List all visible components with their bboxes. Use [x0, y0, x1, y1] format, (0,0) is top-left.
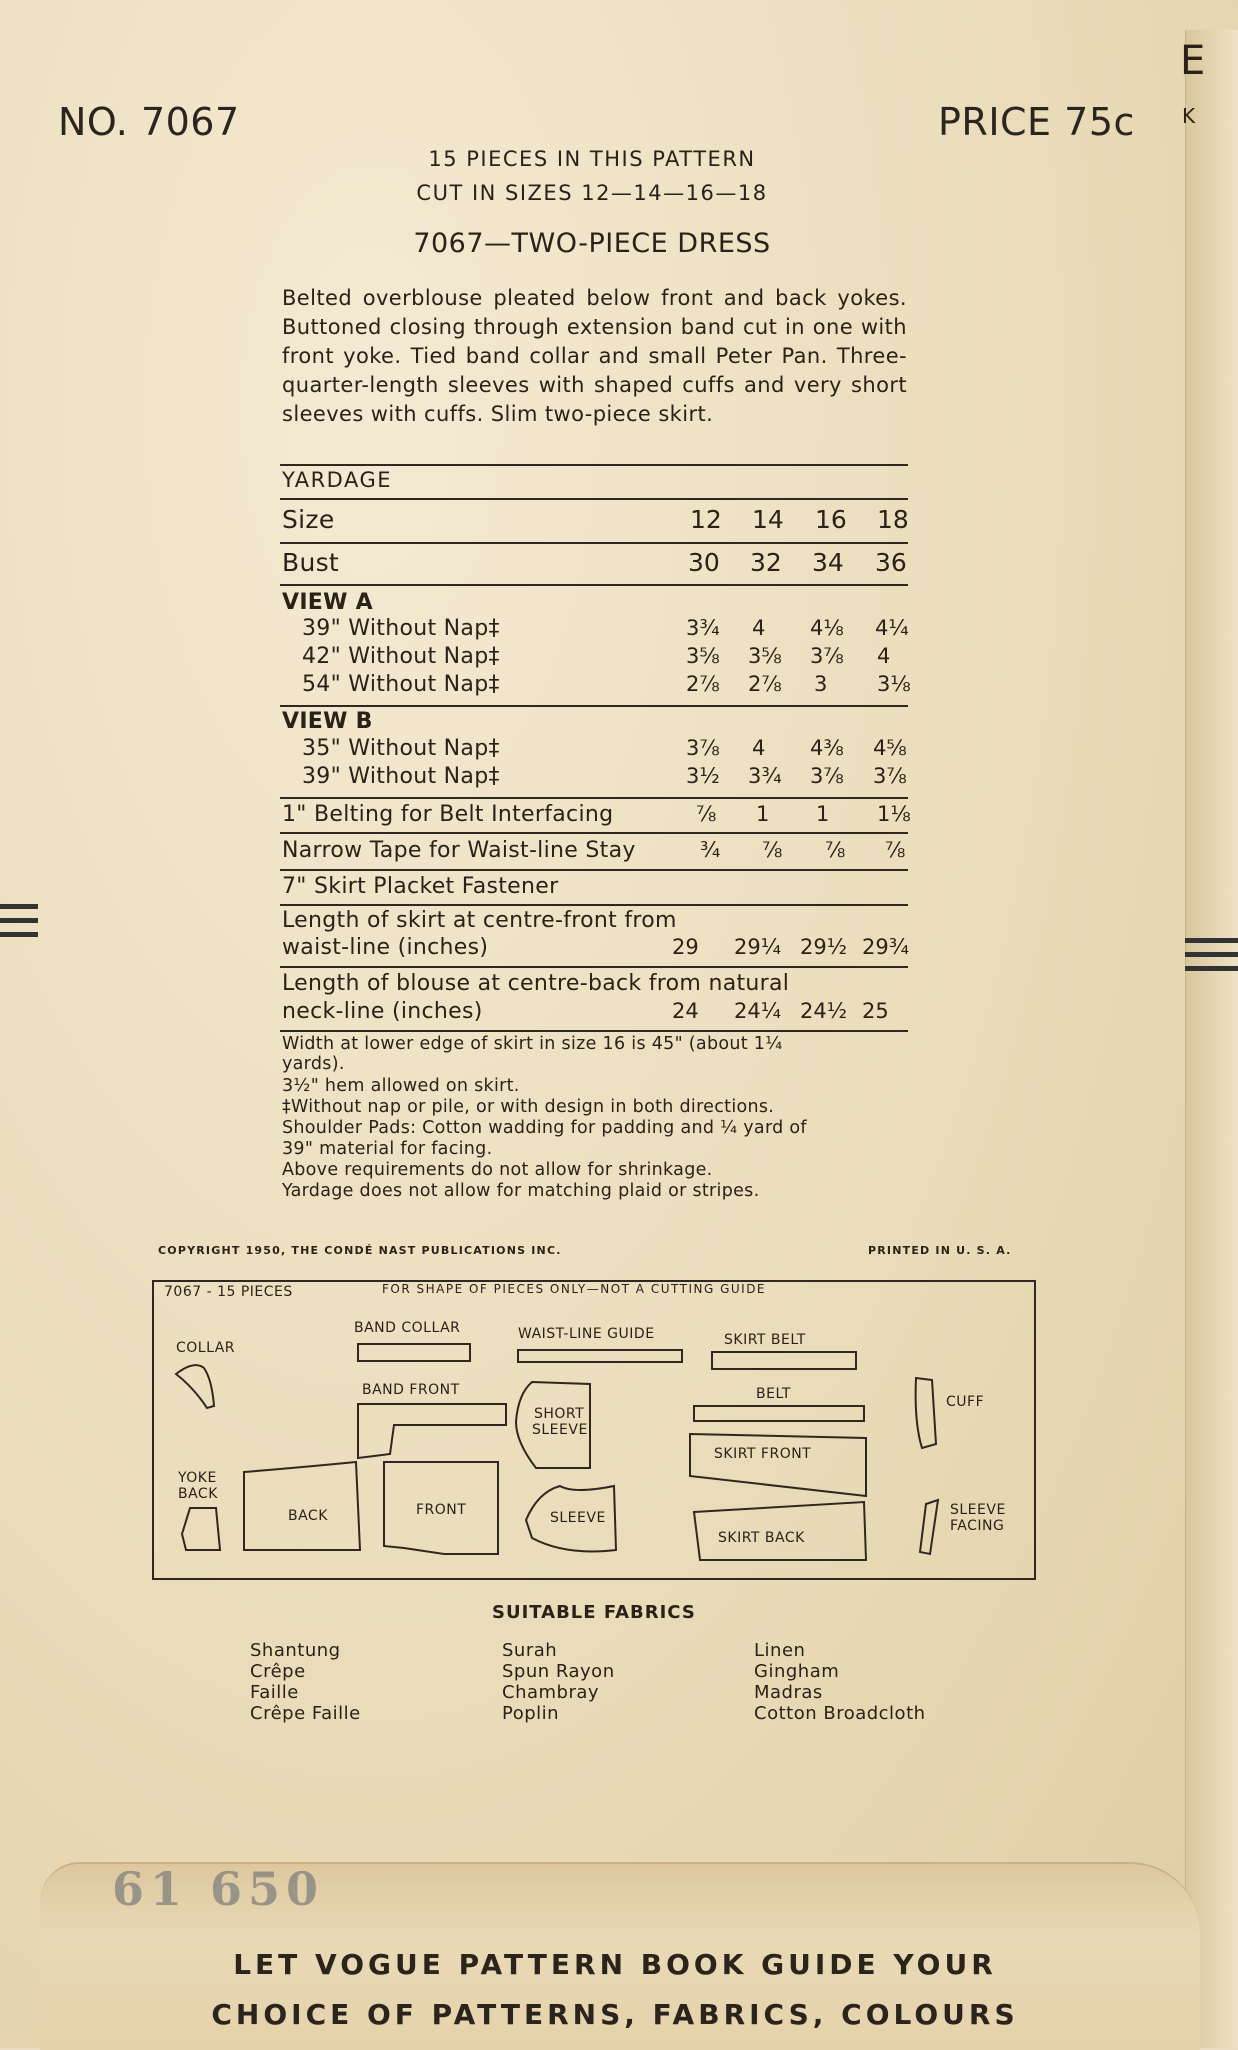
edge-letter-e: E: [1180, 38, 1206, 84]
blouse-length-line2: neck-line (inches): [282, 999, 483, 1024]
label-belt: BELT: [756, 1386, 791, 1402]
edge-letter-k: K: [1182, 104, 1196, 128]
yardage-value: 1: [756, 802, 770, 826]
label-sleeve-facing-2: FACING: [950, 1518, 1005, 1534]
copyright-line: COPYRIGHT 1950, THE CONDÉ NAST PUBLICATIONS INC.: [158, 1244, 562, 1257]
yardage-value: 3⅞: [810, 764, 844, 788]
pattern-number: NO. 7067: [58, 100, 240, 144]
fabric-item: Linen: [754, 1640, 806, 1661]
yardage-value: ⅞: [825, 838, 846, 862]
label-skirt-back: SKIRT BACK: [718, 1530, 805, 1546]
note-line: Shoulder Pads: Cotton wadding for padding and ¼ yard of: [282, 1118, 807, 1138]
rule: [280, 797, 908, 799]
band-collar-shape: [358, 1344, 470, 1361]
yardage-row-label: 54" Without Nap‡: [302, 672, 500, 697]
sleeve-facing-shape: [920, 1500, 938, 1554]
printed-in: PRINTED IN U. S. A.: [868, 1244, 1012, 1257]
yardage-value: 25: [862, 999, 889, 1023]
bust-32: 32: [750, 548, 782, 577]
tape-label: Narrow Tape for Waist-line Stay: [282, 838, 636, 863]
yardage-value: 3¾: [748, 764, 782, 788]
fabric-item: Cotton Broadcloth: [754, 1703, 926, 1724]
label-short-sleeve: SHORT: [534, 1406, 585, 1422]
pattern-title: 7067—TWO-PIECE DRESS: [413, 228, 771, 259]
rule: [280, 584, 908, 586]
rule: [280, 542, 908, 544]
label-yoke-back: BACK: [178, 1486, 218, 1502]
yardage-row-label: 39" Without Nap‡: [302, 764, 500, 789]
label-band-front: BAND FRONT: [362, 1382, 460, 1398]
fabric-item: Shantung: [250, 1640, 341, 1661]
fabric-item: Poplin: [502, 1703, 560, 1724]
yardage-value: 3⅞: [686, 736, 720, 760]
size-16: 16: [815, 505, 847, 534]
fabric-item: Surah: [502, 1640, 558, 1661]
yardage-value: 3¾: [686, 616, 720, 640]
pieces-count: 15 PIECES IN THIS PATTERN: [428, 147, 756, 171]
fold-marks-right: [1185, 938, 1238, 980]
band-front-shape: [358, 1404, 506, 1458]
note-line: 39" material for facing.: [282, 1139, 493, 1159]
collar-shape: [176, 1365, 214, 1408]
label-cuff: CUFF: [946, 1394, 985, 1410]
yardage-value: 29½: [800, 935, 848, 959]
yardage-row-label: 39" Without Nap‡: [302, 616, 500, 641]
yardage-value: 3⅛: [877, 672, 911, 696]
fabric-item: Gingham: [754, 1661, 840, 1682]
yardage-value: 2⅞: [748, 672, 782, 696]
skirt-front-shape: [690, 1434, 866, 1496]
cut-sizes: CUT IN SIZES 12—14—16—18: [416, 181, 768, 205]
guide-caption: FOR SHAPE OF PIECES ONLY—NOT A CUTTING GUIDE: [382, 1282, 767, 1296]
size-14: 14: [752, 505, 784, 534]
yardage-value: 29¾: [862, 935, 910, 959]
yardage-value: ⅞: [762, 838, 783, 862]
yardage-value: 24½: [800, 999, 848, 1023]
yardage-value: 4: [752, 736, 766, 760]
pattern-piece-guide: [152, 1280, 1036, 1580]
yardage-value: ⅞: [696, 802, 717, 826]
yardage-value: 24¼: [734, 999, 782, 1023]
fabrics-column-2: [502, 1640, 615, 1724]
bust-36: 36: [875, 548, 907, 577]
note-line: Yardage does not allow for matching plaid or stripes.: [282, 1181, 760, 1201]
view-a-label: VIEW A: [282, 590, 373, 615]
label-back: BACK: [288, 1508, 328, 1524]
size-label: Size: [282, 505, 335, 534]
label-skirt-belt: SKIRT BELT: [724, 1332, 806, 1348]
fabric-item: Faille: [250, 1682, 299, 1703]
yardage-value: 3⅝: [686, 644, 720, 668]
pattern-price: PRICE 75c: [938, 100, 1135, 144]
fabrics-column-1: [250, 1640, 361, 1724]
skirt-length-line2: waist-line (inches): [282, 935, 489, 960]
skirt-belt-shape: [712, 1352, 856, 1369]
fabrics-heading: SUITABLE FABRICS: [492, 1602, 696, 1623]
label-yoke: YOKE: [178, 1470, 217, 1486]
guide-pieces-count: 7067 - 15 PIECES: [164, 1284, 293, 1300]
yardage-value: 4⅝: [873, 736, 907, 760]
yardage-row-label: 35" Without Nap‡: [302, 736, 500, 761]
envelope-side-fold: [1185, 30, 1238, 2048]
yardage-value: 2⅞: [686, 672, 720, 696]
cuff-shape: [916, 1378, 936, 1448]
inventory-stamp: 61 650: [112, 1862, 325, 1916]
yardage-value: 4¼: [875, 616, 909, 640]
label-sleeve-facing: SLEEVE: [950, 1502, 1006, 1518]
yardage-value: 4⅛: [810, 616, 844, 640]
label-skirt-front: SKIRT FRONT: [714, 1446, 812, 1462]
yardage-value: ⅞: [885, 838, 906, 862]
rule: [280, 832, 908, 834]
rule: [280, 464, 908, 466]
label-waist-line-guide: WAIST-LINE GUIDE: [518, 1326, 655, 1342]
yardage-value: 4⅜: [810, 736, 844, 760]
yardage-value: 29¼: [734, 935, 782, 959]
yardage-value: 1⅛: [877, 802, 911, 826]
yardage-value: 4: [877, 644, 891, 668]
yardage-value: 3⅝: [748, 644, 782, 668]
size-18: 18: [877, 505, 909, 534]
fabrics-column-3: [754, 1640, 926, 1724]
label-sleeve: SLEEVE: [550, 1510, 606, 1526]
note-line: 3½" hem allowed on skirt.: [282, 1076, 520, 1096]
bust-34: 34: [812, 548, 844, 577]
rule: [280, 498, 908, 500]
bust-30: 30: [688, 548, 720, 577]
yardage-value: 3⅞: [810, 644, 844, 668]
pattern-description: Belted overblouse pleated below front and back yokes. Buttoned closing through extension band cut in one with front yoke. Tied band collar and small Peter Pan. Three-quarter-length sleeves with shaped cuffs and very short sleeves with cuffs. Slim two-piece skirt.: [282, 286, 907, 426]
yardage-value: 3: [814, 672, 828, 696]
note-line: ‡Without nap or pile, or with design in both directions.: [282, 1097, 775, 1117]
slogan-line-2: CHOICE OF PATTERNS, FABRICS, COLOURS: [211, 1998, 1019, 2031]
note-line: Width at lower edge of skirt in size 16 is 45" (about 1¼: [282, 1034, 783, 1054]
waist-guide-shape: [518, 1350, 682, 1362]
yardage-value: 3⅞: [873, 764, 907, 788]
view-b-label: VIEW B: [282, 709, 373, 734]
rule: [280, 966, 908, 968]
belting-label: 1" Belting for Belt Interfacing: [282, 802, 614, 827]
fabric-item: Spun Rayon: [502, 1661, 615, 1682]
rule: [280, 904, 908, 906]
yardage-heading: YARDAGE: [282, 468, 392, 492]
label-front: FRONT: [416, 1502, 467, 1518]
belt-shape: [694, 1406, 864, 1421]
label-collar: COLLAR: [176, 1340, 236, 1356]
yardage-value: 1: [816, 802, 830, 826]
rule: [280, 869, 908, 871]
blouse-length-line1: Length of blouse at centre-back from natural: [282, 971, 790, 996]
fabric-item: Madras: [754, 1682, 823, 1703]
yoke-back-shape: [182, 1508, 220, 1550]
fold-marks-left: [0, 904, 38, 946]
yardage-value: 4: [752, 616, 766, 640]
fabric-item: Crêpe: [250, 1661, 306, 1682]
back-shape: [244, 1462, 360, 1550]
fabric-item: Chambray: [502, 1682, 600, 1703]
label-band-collar: BAND COLLAR: [354, 1320, 461, 1336]
yardage-row-label: 42" Without Nap‡: [302, 644, 500, 669]
yardage-value: 24: [672, 999, 699, 1023]
yardage-value: ¾: [700, 838, 721, 862]
yardage-value: 29: [672, 935, 699, 959]
slogan-line-1: LET VOGUE PATTERN BOOK GUIDE YOUR: [233, 1948, 997, 1981]
fastener-label: 7" Skirt Placket Fastener: [282, 874, 559, 899]
rule: [280, 705, 908, 707]
size-12: 12: [690, 505, 722, 534]
note-line: yards).: [282, 1054, 345, 1074]
note-line: Above requirements do not allow for shrinkage.: [282, 1160, 713, 1180]
rule: [280, 1030, 908, 1032]
label-short-sleeve-2: SLEEVE: [532, 1422, 588, 1438]
fabric-item: Crêpe Faille: [250, 1703, 361, 1724]
yardage-value: 3½: [686, 764, 720, 788]
skirt-length-line1: Length of skirt at centre-front from: [282, 908, 677, 933]
bust-label: Bust: [282, 548, 340, 577]
